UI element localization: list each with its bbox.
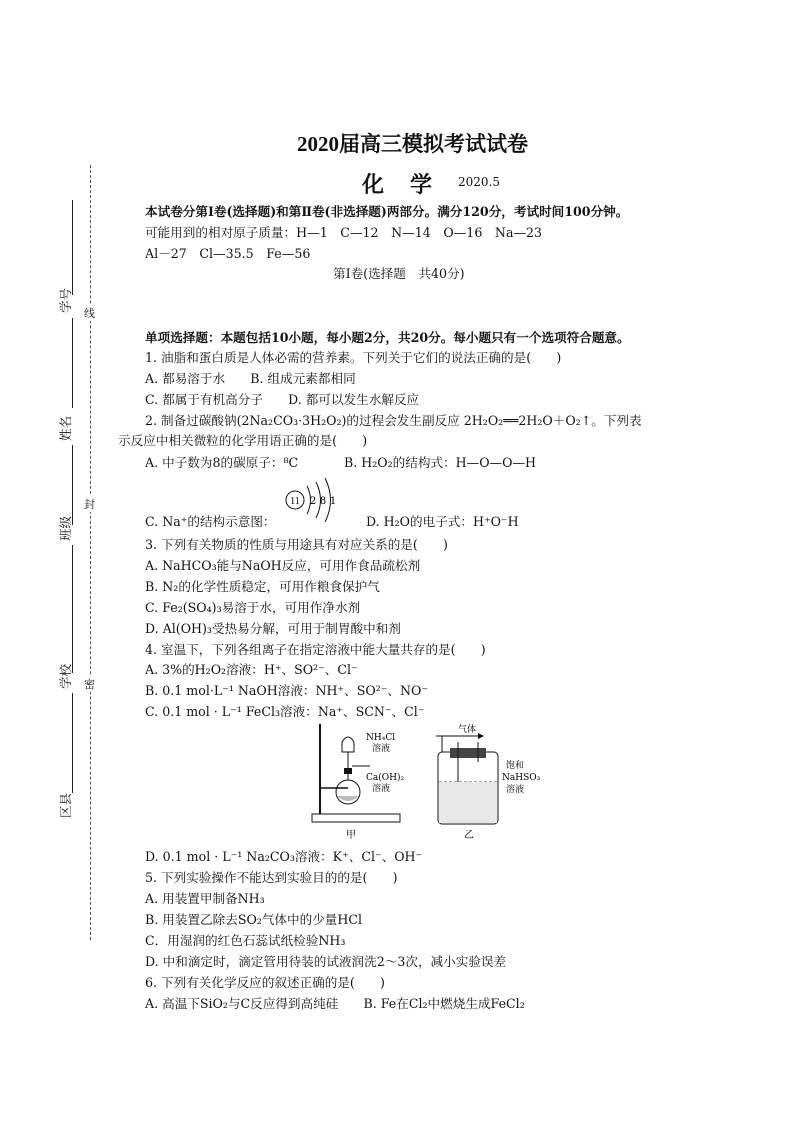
school-fill-line [72, 693, 73, 793]
q4-option-d: D. 0.1 mol · L⁻¹ Na₂CO₃溶液：K⁺、Cl⁻、OH⁻ [145, 849, 423, 864]
q5-stem: 5. 下列实验操作不能达到实验目的的是( ) [145, 870, 398, 885]
sidebar-county-label: 区县 [58, 792, 73, 818]
nucleus-charge: 11 [290, 496, 300, 507]
intro-line-3: Al－27 Cl—35.5 Fe—56 [145, 246, 311, 261]
q6-options-ab: A. 高温下SiO₂与C反应得到高纯硅 B. Fe在Cl₂中燃烧生成FeCl₂ [145, 996, 525, 1011]
sidebar-school-label: 学校 [58, 663, 73, 689]
q2-option-b: B. H₂O₂的结构式：H—O—O—H [344, 455, 537, 470]
name-fill-line [72, 445, 73, 525]
q1-options-cd: C. 都属于有机高分子 D. 都可以发生水解反应 [145, 392, 420, 407]
q3-option-c: C. Fe₂(SO₄)₃易溶于水，可用作净水剂 [145, 600, 361, 615]
bottle-liquid [439, 782, 497, 823]
q3-stem: 3. 下列有关物质的性质与用途具有对应关系的是( ) [145, 537, 448, 552]
seal-dashed-line [90, 165, 91, 940]
q3-option-a: A. NaHCO₃能与NaOH反应，可用作食品疏松剂 [145, 558, 421, 573]
intro-line-1: 本试卷分第Ⅰ卷(选择题)和第Ⅱ卷(非选择题)两部分。满分120分，考试时间100分钟。 [145, 204, 629, 219]
exam-date: 2020.5 [458, 175, 500, 189]
jia-label-nh4cl: NH₄Cl [366, 733, 396, 743]
yi-caption: 乙 [464, 830, 474, 841]
q2-stem-line-1: 2. 制备过碳酸钠(2Na₂CO₃·3H₂O₂)的过程会发生副反应 2H₂O₂══2H₂O＋O₂↑。下列表 [145, 413, 642, 428]
seal-char-xian: 线 [84, 307, 95, 320]
number-fill-line [72, 200, 73, 295]
q5-option-c: C．用湿润的红色石蕊试纸检验NH₃ [145, 933, 346, 948]
jia-label-solution-2: 溶液 [372, 784, 391, 794]
yi-label-nahso3: NaHSO₃ [502, 773, 541, 783]
q3-option-d: D. Al(OH)₃受热易分解，可用于制胃酸中和剂 [145, 621, 401, 636]
section-heading: 第Ⅰ卷(选择题 共40分) [333, 266, 465, 281]
class-fill-line [72, 545, 73, 673]
sidebar-name-label: 姓名 [58, 415, 73, 441]
sidebar-number-label: 学号 [58, 287, 73, 313]
apparatus-jia [308, 722, 408, 842]
subject-title: 化 学 [362, 172, 435, 198]
q4-option-b: B. 0.1 mol·L⁻¹ NaOH溶液：NH⁺、SO²⁻、NO⁻ [145, 683, 429, 698]
q3-option-b: B. N₂的化学性质稳定，可用作粮食保护气 [145, 579, 380, 594]
q4-option-c: C. 0.1 mol · L⁻¹ FeCl₃溶液：Na⁺、SCN⁻、Cl⁻ [145, 704, 425, 719]
flask-liquid [337, 796, 359, 801]
yi-label-solution: 溶液 [506, 785, 525, 795]
jia-caption: 甲 [346, 830, 356, 841]
shell-electrons-1: 2 [309, 496, 317, 507]
shell-electrons-2: 8 [319, 496, 327, 507]
q5-option-a: A. 用装置甲制备NH₃ [145, 891, 265, 906]
q5-option-b: B. 用装置乙除去SO₂气体中的少量HCl [145, 912, 363, 927]
sidebar-class-label: 班级 [58, 515, 73, 541]
intro-line-2: 可能用到的相对原子质量：H—1 C—12 N—14 O—16 Na—23 [145, 225, 543, 240]
instructions: 单项选择题：本题包括10小题，每小题2分，共20分。每小题只有一个选项符合题意。 [145, 330, 630, 345]
q2-stem-line-2: 示反应中相关微粒的化学用语正确的是( ) [118, 433, 368, 448]
q1-stem: 1. 油脂和蛋白质是人体必需的营养素。下列关于它们的说法正确的是( ) [145, 350, 562, 365]
q1-options-ab: A. 都易溶于水 B. 组成元素都相同 [145, 371, 356, 386]
number-fill-line-2 [72, 318, 73, 408]
na-ion-structure-diagram [280, 478, 350, 526]
q2-option-c: C. Na⁺的结构示意图： [145, 514, 276, 529]
gas-arrow-head [478, 733, 484, 739]
exam-title: 2020届高三模拟考试试卷 [297, 132, 528, 156]
stand-base [312, 814, 400, 822]
q4-option-a: A. 3%的H₂O₂溶液：H⁺、SO²⁻、Cl⁻ [145, 662, 358, 677]
bottle-stopper [450, 748, 486, 758]
yi-label-saturated: 饱和 [506, 761, 525, 771]
q2-option-a: A. 中子数为8的碳原子：⁸C [145, 455, 299, 470]
jia-label-solution-1: 溶液 [372, 744, 391, 754]
seal-char-feng: 封 [84, 498, 95, 511]
q4-stem: 4. 室温下，下列各组离子在指定溶液中能大量共存的是( ) [145, 642, 486, 657]
jia-label-caoh2: Ca(OH)₂ [366, 773, 405, 783]
flask-stopper [344, 768, 352, 774]
apparatus-yi [432, 722, 542, 842]
q6-stem: 6. 下列有关化学反应的叙述正确的是( ) [145, 975, 385, 990]
funnel-top [342, 737, 354, 752]
seal-char-mi: 密 [84, 678, 95, 691]
q5-option-d: D. 中和滴定时，滴定管用待装的试液润洗2～3次，减小实验误差 [145, 954, 507, 969]
q2-option-d: D. H₂O的电子式：H⁺O⁻H [366, 514, 519, 529]
shell-electrons-3: 1 [329, 496, 337, 507]
yi-gas-label: 气体 [458, 725, 477, 735]
